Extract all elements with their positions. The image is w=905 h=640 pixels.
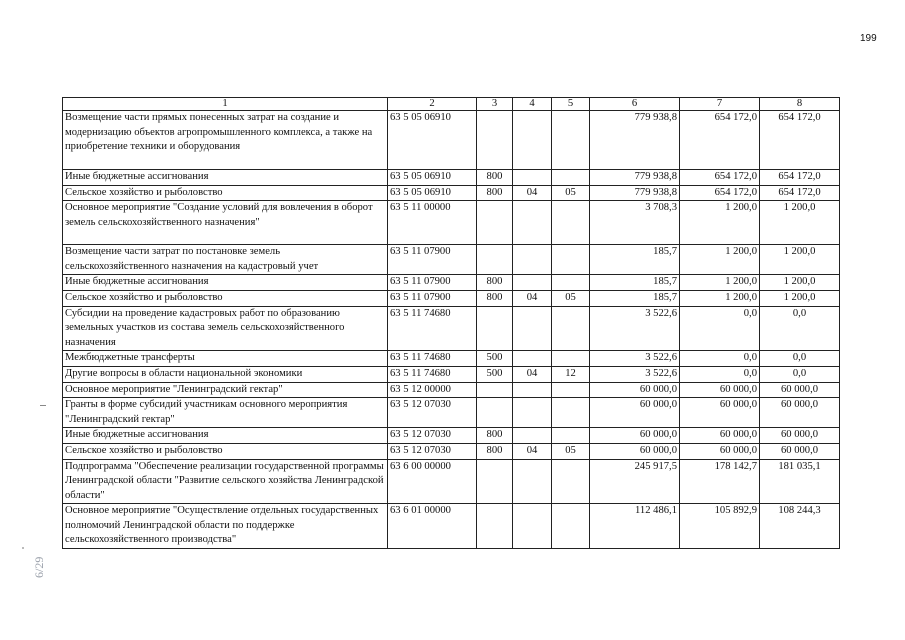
row-rz: 04 — [513, 290, 552, 306]
header-cell: 8 — [760, 98, 840, 111]
row-value-8: 1 200,0 — [760, 201, 840, 245]
row-value-8: 60 000,0 — [760, 398, 840, 428]
row-value-6: 185,7 — [590, 275, 680, 291]
row-value-7: 0,0 — [680, 366, 760, 382]
row-pr — [552, 382, 590, 398]
row-value-7: 0,0 — [680, 306, 760, 351]
table-row — [63, 201, 840, 245]
row-value-6: 3 708,3 — [590, 201, 680, 245]
table-row — [63, 459, 840, 504]
table-row — [63, 290, 840, 306]
row-value-6: 185,7 — [590, 290, 680, 306]
header-cell: 7 — [680, 98, 760, 111]
row-value-7: 60 000,0 — [680, 398, 760, 428]
row-code: 63 5 05 06910 — [388, 111, 477, 170]
margin-speck — [22, 547, 24, 549]
row-value-7: 60 000,0 — [680, 382, 760, 398]
row-pr — [552, 459, 590, 504]
table-row — [63, 185, 840, 201]
margin-dash — [40, 405, 46, 406]
row-vr — [477, 245, 513, 275]
row-code: 63 5 12 07030 — [388, 428, 477, 444]
row-value-8: 0,0 — [760, 351, 840, 367]
budget-table — [62, 97, 840, 549]
table-row — [63, 443, 840, 459]
row-value-8: 0,0 — [760, 366, 840, 382]
row-vr — [477, 201, 513, 245]
row-code: 63 5 05 06910 — [388, 185, 477, 201]
row-name: Сельское хозяйство и рыболовство — [63, 443, 388, 459]
row-code: 63 5 11 07900 — [388, 245, 477, 275]
row-vr: 800 — [477, 428, 513, 444]
row-pr — [552, 398, 590, 428]
row-value-6: 60 000,0 — [590, 428, 680, 444]
row-vr — [477, 398, 513, 428]
row-name: Другие вопросы в области национальной экономики — [63, 366, 388, 382]
row-rz — [513, 306, 552, 351]
row-pr — [552, 111, 590, 170]
row-code: 63 5 11 74680 — [388, 366, 477, 382]
row-vr — [477, 111, 513, 170]
row-value-7: 1 200,0 — [680, 245, 760, 275]
table-row — [63, 428, 840, 444]
row-vr: 800 — [477, 185, 513, 201]
row-pr — [552, 351, 590, 367]
row-pr — [552, 170, 590, 186]
row-vr: 800 — [477, 290, 513, 306]
table-row — [63, 275, 840, 291]
row-value-6: 60 000,0 — [590, 398, 680, 428]
row-name: Иные бюджетные ассигнования — [63, 428, 388, 444]
row-rz — [513, 504, 552, 549]
row-name: Иные бюджетные ассигнования — [63, 275, 388, 291]
row-pr: 05 — [552, 290, 590, 306]
row-value-6: 3 522,6 — [590, 351, 680, 367]
row-name: Иные бюджетные ассигнования — [63, 170, 388, 186]
row-value-6: 185,7 — [590, 245, 680, 275]
row-value-7: 0,0 — [680, 351, 760, 367]
row-code: 63 5 11 07900 — [388, 290, 477, 306]
row-value-8: 60 000,0 — [760, 428, 840, 444]
row-value-6: 779 938,8 — [590, 111, 680, 170]
row-value-7: 654 172,0 — [680, 185, 760, 201]
row-value-6: 60 000,0 — [590, 382, 680, 398]
row-value-8: 60 000,0 — [760, 443, 840, 459]
row-rz — [513, 428, 552, 444]
row-value-7: 1 200,0 — [680, 275, 760, 291]
header-cell: 1 — [63, 98, 388, 111]
row-vr: 800 — [477, 170, 513, 186]
row-value-7: 1 200,0 — [680, 290, 760, 306]
row-pr — [552, 306, 590, 351]
row-value-8: 60 000,0 — [760, 382, 840, 398]
row-code: 63 5 12 00000 — [388, 382, 477, 398]
row-rz — [513, 459, 552, 504]
row-name: Подпрограмма "Обеспечение реализации государственной программы Ленинградской области "Развитие сельского хозяйства Ленинградской области" — [63, 459, 388, 504]
row-vr — [477, 504, 513, 549]
row-rz — [513, 275, 552, 291]
page-number: 199 — [860, 33, 877, 44]
row-value-6: 3 522,6 — [590, 306, 680, 351]
row-name: Возмещение части затрат по постановке земель сельскохозяйственного назначения на кадастровый учет — [63, 245, 388, 275]
row-name: Сельское хозяйство и рыболовство — [63, 290, 388, 306]
row-code: 63 6 01 00000 — [388, 504, 477, 549]
row-rz — [513, 170, 552, 186]
row-name: Субсидии на проведение кадастровых работ по образованию земельных участков из состава земель сельскохозяйственного назначения — [63, 306, 388, 351]
row-name: Межбюджетные трансферты — [63, 351, 388, 367]
header-cell: 5 — [552, 98, 590, 111]
row-pr — [552, 504, 590, 549]
row-value-7: 105 892,9 — [680, 504, 760, 549]
row-vr — [477, 459, 513, 504]
header-cell: 4 — [513, 98, 552, 111]
row-value-8: 181 035,1 — [760, 459, 840, 504]
row-value-8: 1 200,0 — [760, 275, 840, 291]
row-vr: 500 — [477, 351, 513, 367]
row-rz — [513, 201, 552, 245]
row-name: Основное мероприятие "Создание условий для вовлечения в оборот земель сельскохозяйственного назначения" — [63, 201, 388, 245]
row-rz — [513, 351, 552, 367]
row-pr: 12 — [552, 366, 590, 382]
row-name: Возмещение части прямых понесенных затрат на создание и модернизацию объектов агропромышленного комплекса, а также на приобретение техники и оборудования — [63, 111, 388, 170]
table-row — [63, 306, 840, 351]
row-vr: 500 — [477, 366, 513, 382]
table-header-row — [63, 98, 840, 111]
row-value-6: 3 522,6 — [590, 366, 680, 382]
row-pr — [552, 245, 590, 275]
row-value-8: 1 200,0 — [760, 245, 840, 275]
row-value-8: 108 244,3 — [760, 504, 840, 549]
row-value-7: 654 172,0 — [680, 170, 760, 186]
header-cell: 2 — [388, 98, 477, 111]
row-vr — [477, 382, 513, 398]
table-row — [63, 398, 840, 428]
header-cell: 6 — [590, 98, 680, 111]
row-pr: 05 — [552, 185, 590, 201]
row-value-6: 779 938,8 — [590, 185, 680, 201]
row-rz: 04 — [513, 366, 552, 382]
row-value-6: 112 486,1 — [590, 504, 680, 549]
row-value-7: 60 000,0 — [680, 443, 760, 459]
row-value-7: 60 000,0 — [680, 428, 760, 444]
table-row — [63, 245, 840, 275]
row-value-8: 654 172,0 — [760, 170, 840, 186]
row-rz — [513, 111, 552, 170]
row-code: 63 6 00 00000 — [388, 459, 477, 504]
row-code: 63 5 11 74680 — [388, 306, 477, 351]
table-row — [63, 382, 840, 398]
row-vr — [477, 306, 513, 351]
row-rz — [513, 398, 552, 428]
row-vr: 800 — [477, 443, 513, 459]
row-code: 63 5 12 07030 — [388, 398, 477, 428]
row-rz — [513, 382, 552, 398]
row-value-8: 1 200,0 — [760, 290, 840, 306]
row-value-8: 0,0 — [760, 306, 840, 351]
row-code: 63 5 05 06910 — [388, 170, 477, 186]
row-value-7: 1 200,0 — [680, 201, 760, 245]
row-value-6: 779 938,8 — [590, 170, 680, 186]
row-code: 63 5 11 07900 — [388, 275, 477, 291]
row-value-6: 245 917,5 — [590, 459, 680, 504]
row-name: Основное мероприятие "Ленинградский гектар" — [63, 382, 388, 398]
table-row — [63, 366, 840, 382]
row-rz: 04 — [513, 443, 552, 459]
table-row — [63, 504, 840, 549]
header-cell: 3 — [477, 98, 513, 111]
row-pr — [552, 428, 590, 444]
row-value-8: 654 172,0 — [760, 185, 840, 201]
row-name: Сельское хозяйство и рыболовство — [63, 185, 388, 201]
table-row — [63, 351, 840, 367]
row-pr: 05 — [552, 443, 590, 459]
row-name: Основное мероприятие "Осуществление отдельных государственных полномочий Ленинградской области по поддержке сельскохозяйственного производства" — [63, 504, 388, 549]
table-row — [63, 111, 840, 170]
row-rz — [513, 245, 552, 275]
row-vr: 800 — [477, 275, 513, 291]
row-code: 63 5 11 00000 — [388, 201, 477, 245]
row-code: 63 5 11 74680 — [388, 351, 477, 367]
row-value-8: 654 172,0 — [760, 111, 840, 170]
row-value-7: 654 172,0 — [680, 111, 760, 170]
margin-note: 6/29 — [32, 556, 46, 578]
row-pr — [552, 201, 590, 245]
row-name: Гранты в форме субсидий участникам основного мероприятия "Ленинградский гектар" — [63, 398, 388, 428]
row-pr — [552, 275, 590, 291]
row-value-6: 60 000,0 — [590, 443, 680, 459]
row-rz: 04 — [513, 185, 552, 201]
table-row — [63, 170, 840, 186]
row-code: 63 5 12 07030 — [388, 443, 477, 459]
row-value-7: 178 142,7 — [680, 459, 760, 504]
